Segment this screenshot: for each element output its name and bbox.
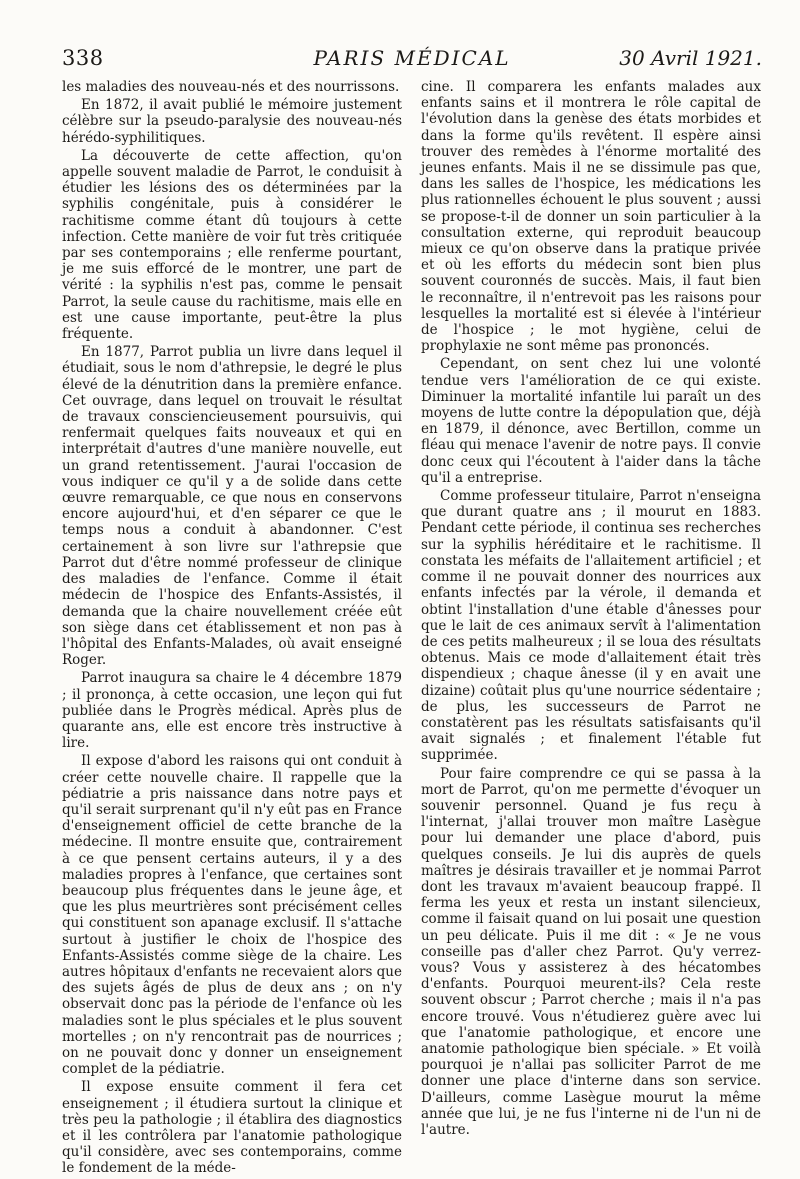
paragraph: Comme professeur titulaire, Parrot n'enseigna que durant quatre ans ; il mourut en 1883. Pendant cette période, il continua ses recherches sur la syphilis héréditaire et le rachitisme. Il constata les méfaits de l'allaitement artificiel ; et comme il ne pouvait donner des nourrices aux enfants infectés par la vérole, il demanda et obtint l'installation d'une étable d'ânesses pour que le lait de ces animaux servît à l'alimentation de ces petits malheureux ; il se loua des résultats obtenus. Mais ce mode d'allaitement était très dispendieux ; chaque ânesse (il y en avait une dizaine) coûtait plus qu'une nourrice sédentaire ; de plus, les successeurs de Parrot ne constatèrent pas les résultats satisfaisants qu'il avait signalés ; et finalement l'étable fut supprimée. [421, 488, 761, 764]
paragraph: Il expose d'abord les raisons qui ont conduit à créer cette nouvelle chaire. Il rappelle que la pédiatrie a pris naissance dans notre pays et qu'il serait surprenant qu'il n'y eût pas en France d'enseignement officiel de cette branche de la médecine. Il montre ensuite que, contrairement à ce que pensent certains auteurs, il y a des maladies propres à l'enfance, que certaines sont beaucoup plus fréquentes dans le jeune âge, et que les plus meurtrières sont précisément celles qui constituent son apanage exclusif. Il s'attache surtout à justifier le choix de l'hospice des Enfants-Assistés comme siège de la chaire. Les autres hôpitaux d'enfants ne recevaient alors que des sujets âgés de plus de deux ans ; on n'y observait donc pas la période de l'enfance où les maladies sont le plus spéciales et le plus souvent mortelles ; on n'y rencontrait pas de nourrices ; on ne pouvait donc y donner un enseignement complet de la pédiatrie. [62, 753, 402, 1078]
page-number: 338 [62, 46, 104, 70]
right-column [421, 79, 761, 1140]
page-header [62, 44, 762, 76]
paragraph: En 1872, il avait publié le mémoire justement célèbre sur la pseudo-paralysie des nouveau-nés hérédo-syphilitiques. [62, 97, 402, 146]
journal-title: PARIS MÉDICAL [313, 46, 511, 70]
paragraph: cine. Il comparera les enfants malades aux enfants sains et il montrera le rôle capital de l'évolution dans la genèse des états morbides et dans la forme qu'ils revêtent. Il espère ainsi trouver des remèdes à l'énorme mortalité des jeunes enfants. Mais il ne se dissimule pas que, dans les salles de l'hospice, les médications les plus rationnelles échouent le plus souvent ; aussi se propose-t-il de donner un soin particulier à la consultation externe, qui reproduit beaucoup mieux ce qu'on observe dans la pratique privée et où les efforts du médecin sont bien plus souvent couronnés de succès. Mais, il faut bien le reconnaître, il n'entrevoit pas les raisons pour lesquelles la mortalité est si élevée à l'intérieur de l'hospice ; le mot hygiène, celui de prophylaxie ne sont même pas prononcés. [421, 79, 761, 355]
paragraph: les maladies des nouveau-nés et des nourrissons. [62, 79, 400, 95]
issue-date: 30 Avril 1921. [619, 46, 762, 70]
paragraph: Il expose ensuite comment il fera cet enseignement ; il étudiera surtout la clinique et très peu la pathologie ; il établira des diagnostics et il les contrôlera par l'anatomie pathologique qu'il considère, avec ses contemporains, comme le fondement de la méde- [62, 1079, 402, 1177]
paragraph: Parrot inaugura sa chaire le 4 décembre 1879 ; il prononça, à cette occasion, une leçon qui fut publiée dans le Progrès médical. Après plus de quarante ans, elle est encore très instructive à lire. [62, 670, 402, 752]
paragraph: Pour faire comprendre ce qui se passa à la mort de Parrot, qu'on me permette d'évoquer un souvenir personnel. Quand je fus reçu à l'internat, j'allai trouver mon maître Lasègue pour lui demander une place d'abord, puis quelques conseils. Je lui dis auprès de quels maîtres je désirais travailler et je nommai Parrot dont les travaux m'avaient beaucoup frappé. Il ferma les yeux et resta un instant silencieux, comme il faisait quand on lui posait une question un peu délicate. Puis il me dit : « Je ne vous conseille pas d'aller chez Parrot. Qu'y verrez-vous? Vous y assisterez à des hécatombes d'enfants. Pourquoi meurent-ils? Cela reste souvent obscur ; Parrot cherche ; mais il n'a pas encore trouvé. Vous n'étudierez guère avec lui que l'anatomie pathologique, et encore une anatomie pathologique bien spéciale. » Et voilà pourquoi je n'allai pas solliciter Parrot de me donner une place d'interne dans son service. D'ailleurs, comme Lasègue mourut la même année que lui, je ne fus l'interne ni de l'un ni de l'autre. [421, 765, 761, 1138]
paragraph: La découverte de cette affection, qu'on appelle souvent maladie de Parrot, le conduisit à étudier les lésions des os déterminées par la syphilis congénitale, puis à considérer le rachitisme comme étant dû toujours à cette infection. Cette manière de voir fut très critiquée par ses contemporains ; elle renferme pourtant, je me suis efforcé de le montrer, une part de vérité : la syphilis n'est pas, comme le pensait Parrot, la seule cause du rachitisme, mais elle en est une cause importante, peut-être la plus fréquente. [62, 147, 402, 343]
paragraph: Cependant, on sent chez lui une volonté tendue vers l'amélioration de ce qui existe. Diminuer la mortalité infantile lui paraît un des moyens de lutte contre la dépopulation que, déjà en 1879, il dénonce, avec Bertillon, comme un fléau qui menace l'avenir de notre pays. Il convie donc ceux qui l'écoutent à l'aider dans la tâche qu'il a entreprise. [421, 356, 761, 486]
paragraph: En 1877, Parrot publia un livre dans lequel il étudiait, sous le nom d'athrepsie, le degré le plus élevé de la dénutrition dans la première enfance. Cet ouvrage, dans lequel on trouvait le résultat de travaux consciencieusement poursuivis, qui renfermait quelques faits nouveaux et qui en interprétait d'autres d'une manière nouvelle, eut un grand retentissement. J'aurai l'occasion de vous indiquer ce qu'il y a de solide dans cette œuvre remarquable, ce que nous en conservons encore aujourd'hui, et d'en séparer ce que le temps nous a conduit à abandonner. C'est certainement à son livre sur l'athrepsie que Parrot dut d'être nommé professeur de clinique des maladies de l'enfance. Comme il était médecin de l'hospice des Enfants-Assistés, il demanda que la chaire nouvellement créée eût son siège dans cet établissement et non pas à l'hôpital des Enfants-Malades, où avait enseigné Roger. [62, 344, 402, 669]
left-column [62, 79, 402, 1179]
